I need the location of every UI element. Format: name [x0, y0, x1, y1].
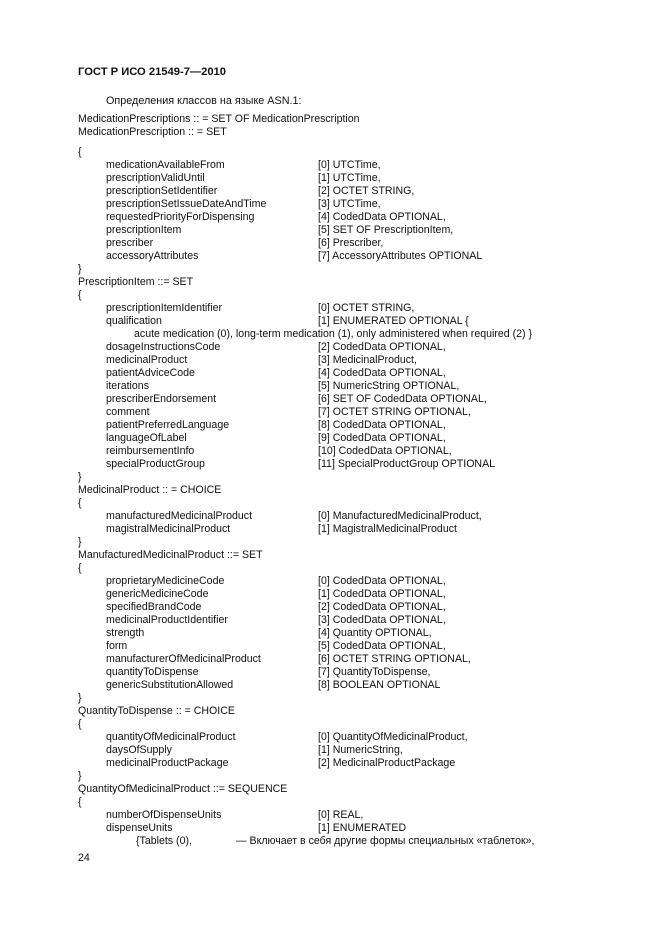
field-name: iterations — [106, 380, 149, 392]
field-type: [5] NumericString OPTIONAL, — [318, 380, 460, 392]
open-brace: { — [78, 289, 82, 301]
field-name: dispenseUnits — [106, 822, 173, 834]
field-type: [7] OCTET STRING OPTIONAL, — [318, 406, 471, 418]
field-row — [78, 510, 638, 523]
close-brace: } — [78, 692, 82, 704]
field-type: [1] ENUMERATED — [318, 822, 407, 834]
document-header: ГОСТ Р ИСО 21549-7—2010 — [78, 66, 226, 78]
field-type: [5] SET OF PrescriptionItem, — [318, 224, 454, 236]
field-name: prescriberEndorsement — [106, 393, 217, 405]
field-type: [1] UTCTime, — [318, 172, 381, 184]
field-type: [2] CodedData OPTIONAL, — [318, 341, 446, 353]
field-row — [78, 198, 638, 211]
field-row — [78, 575, 638, 588]
field-row — [78, 523, 638, 536]
field-type: [6] SET OF CodedData OPTIONAL, — [318, 393, 487, 405]
field-row — [78, 237, 638, 250]
definition-line: MedicationPrescriptions :: = SET OF MedicationPrescription — [78, 113, 360, 125]
field-name: specialProductGroup — [106, 458, 205, 470]
field-name: specifiedBrandCode — [106, 601, 202, 613]
field-type: [0] QuantityOfMedicinalProduct, — [318, 731, 468, 743]
field-name: patientPreferredLanguage — [106, 419, 230, 431]
close-brace: } — [78, 263, 82, 275]
prescription-item-fields — [78, 302, 638, 471]
field-row — [78, 809, 638, 822]
field-row — [78, 367, 638, 380]
type-header: PrescriptionItem ::= SET — [78, 276, 194, 288]
field-type: [4] CodedData OPTIONAL, — [318, 211, 446, 223]
field-name: comment — [106, 406, 150, 418]
field-name: languageOfLabel — [106, 432, 187, 444]
field-type: [11] SpecialProductGroup OPTIONAL — [318, 458, 496, 470]
field-row — [78, 406, 638, 419]
field-row — [78, 211, 638, 224]
field-row — [78, 172, 638, 185]
field-row — [78, 640, 638, 653]
field-type: [2] CodedData OPTIONAL, — [318, 601, 446, 613]
field-name: medicinalProductPackage — [106, 757, 229, 769]
field-type: [0] ManufacturedMedicinalProduct, — [318, 510, 482, 522]
field-type: [7] QuantityToDispense, — [318, 666, 431, 678]
field-type: [8] CodedData OPTIONAL, — [318, 419, 446, 431]
field-name: manufacturerOfMedicinalProduct — [106, 653, 261, 665]
field-type: [1] MagistralMedicinalProduct — [318, 523, 457, 535]
field-row — [78, 653, 638, 666]
field-row — [78, 341, 638, 354]
close-brace: } — [78, 471, 82, 483]
field-name: prescriptionValidUntil — [106, 172, 205, 184]
field-row — [78, 380, 638, 393]
open-brace: { — [78, 497, 82, 509]
field-name: numberOfDispenseUnits — [106, 809, 222, 821]
field-name: dosageInstructionsCode — [106, 341, 221, 353]
enum-comment: — Включает в себя другие формы специальных «таблеток», — [236, 835, 535, 847]
field-name: accessoryAttributes — [106, 250, 199, 262]
field-row — [78, 614, 638, 627]
field-name: prescriber — [106, 237, 154, 249]
field-row — [78, 432, 638, 445]
intro-text: Определения классов на языке ASN.1: — [106, 95, 302, 107]
field-row — [78, 458, 638, 471]
field-name: magistralMedicinalProduct — [106, 523, 231, 535]
field-row — [78, 822, 638, 835]
field-type: [5] CodedData OPTIONAL, — [318, 640, 446, 652]
field-type: [0] CodedData OPTIONAL, — [318, 575, 446, 587]
field-type: [6] OCTET STRING OPTIONAL, — [318, 653, 471, 665]
field-name: genericMedicineCode — [106, 588, 209, 600]
definition-line: MedicationPrescription :: = SET — [78, 126, 227, 138]
enum-line — [78, 835, 638, 848]
open-brace: { — [78, 146, 82, 158]
field-type: [2] MedicinalProductPackage — [318, 757, 456, 769]
field-row — [78, 224, 638, 237]
close-brace: } — [78, 770, 82, 782]
enum-continuation — [78, 328, 638, 341]
field-name: manufacturedMedicinalProduct — [106, 510, 253, 522]
field-type: [3] MedicinalProduct, — [318, 354, 417, 366]
field-row — [78, 679, 638, 692]
type-header: MedicinalProduct :: = CHOICE — [78, 484, 222, 496]
field-type: [1] NumericString, — [318, 744, 403, 756]
field-type: [3] UTCTime, — [318, 198, 381, 210]
field-name: prescriptionSetIdentifier — [106, 185, 218, 197]
field-row — [78, 419, 638, 432]
field-type: [1] CodedData OPTIONAL, — [318, 588, 446, 600]
field-type: [9] CodedData OPTIONAL, — [318, 432, 446, 444]
field-name: form — [106, 640, 128, 652]
field-row — [78, 250, 638, 263]
type-header: QuantityOfMedicinalProduct ::= SEQUENCE — [78, 783, 288, 795]
page-number: 24 — [78, 852, 90, 864]
field-name: proprietaryMedicineCode — [106, 575, 225, 587]
field-row — [78, 757, 638, 770]
field-name: medicationAvailableFrom — [106, 159, 225, 171]
field-row — [78, 315, 638, 328]
field-name: prescriptionItemIdentifier — [106, 302, 222, 314]
field-type: [7] AccessoryAttributes OPTIONAL — [318, 250, 483, 262]
field-name: quantityOfMedicinalProduct — [106, 731, 236, 743]
field-name: medicinalProduct — [106, 354, 188, 366]
field-type: [0] REAL, — [318, 809, 364, 821]
field-type: [4] Quantity OPTIONAL, — [318, 627, 432, 639]
field-type: [6] Prescriber, — [318, 237, 384, 249]
field-name: reimbursementInfo — [106, 445, 195, 457]
enum-values: acute medication (0), long-term medication (1), only administered when required (2) } — [134, 328, 533, 340]
field-type: [0] UTCTime, — [318, 159, 381, 171]
field-name: patientAdviceCode — [106, 367, 195, 379]
field-row — [78, 588, 638, 601]
asn1-code-block — [78, 113, 638, 848]
field-row — [78, 393, 638, 406]
field-name: prescriptionSetIssueDateAndTime — [106, 198, 267, 210]
field-row — [78, 302, 638, 315]
close-brace: } — [78, 536, 82, 548]
field-type: [8] BOOLEAN OPTIONAL — [318, 679, 441, 691]
field-name: medicinalProductIdentifier — [106, 614, 228, 626]
field-row — [78, 445, 638, 458]
field-row — [78, 354, 638, 367]
enum-value: {Tablets (0), — [136, 835, 192, 847]
type-header: ManufacturedMedicinalProduct ::= SET — [78, 549, 263, 561]
field-row — [78, 627, 638, 640]
open-brace: { — [78, 562, 82, 574]
field-type: [3] CodedData OPTIONAL, — [318, 614, 446, 626]
field-type: [0] OCTET STRING, — [318, 302, 415, 314]
field-row — [78, 731, 638, 744]
field-name: strength — [106, 627, 145, 639]
open-brace: { — [78, 796, 82, 808]
field-row — [78, 601, 638, 614]
field-type: [4] CodedData OPTIONAL, — [318, 367, 446, 379]
field-type: [2] OCTET STRING, — [318, 185, 415, 197]
field-row — [78, 744, 638, 757]
field-row — [78, 666, 638, 679]
field-row — [78, 185, 638, 198]
field-name: qualification — [106, 315, 162, 327]
field-name: prescriptionItem — [106, 224, 182, 236]
open-brace: { — [78, 718, 82, 730]
field-name: daysOfSupply — [106, 744, 172, 756]
field-name: genericSubstitutionAllowed — [106, 679, 234, 691]
prescription-fields — [78, 159, 638, 263]
field-row — [78, 159, 638, 172]
type-header: QuantityToDispense :: = CHOICE — [78, 705, 235, 717]
field-name: quantityToDispense — [106, 666, 199, 678]
field-type: [1] ENUMERATED OPTIONAL { — [318, 315, 469, 327]
field-name: requestedPriorityForDispensing — [106, 211, 255, 223]
field-type: [10] CodedData OPTIONAL, — [318, 445, 452, 457]
